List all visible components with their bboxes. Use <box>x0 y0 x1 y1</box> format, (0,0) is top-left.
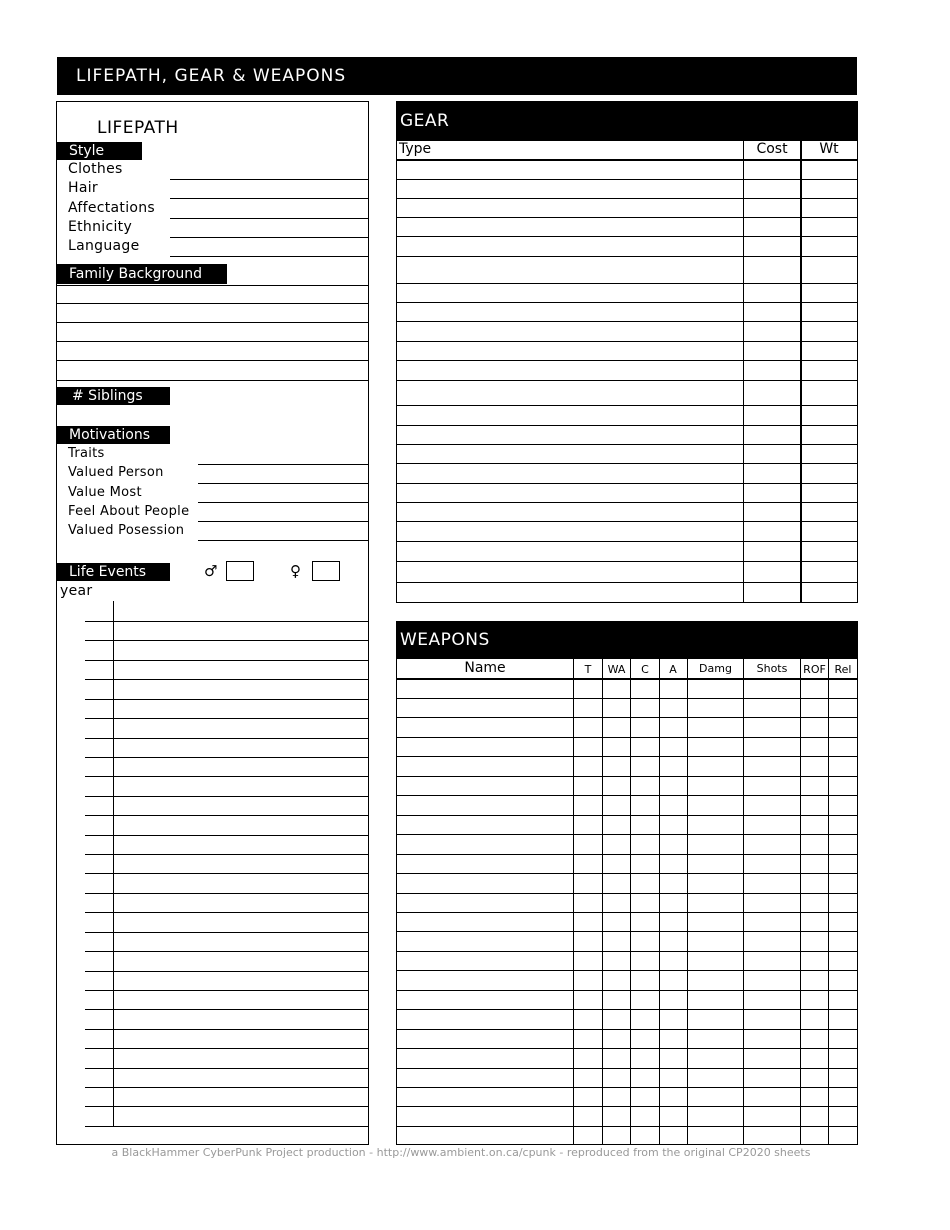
weapons-row-line <box>396 815 858 816</box>
family-line[interactable] <box>57 341 368 342</box>
weapons-row-line <box>396 1126 858 1127</box>
gear-col-cost: Cost <box>756 141 788 157</box>
life-events-header: Life Events <box>57 563 170 581</box>
family-background-header: Family Background <box>57 264 227 284</box>
gear-row-line <box>396 502 858 503</box>
gear-title: GEAR <box>400 111 450 131</box>
page-title: LIFEPATH, GEAR & WEAPONS <box>76 66 347 86</box>
gear-row-line <box>396 360 858 361</box>
family-line[interactable] <box>57 285 368 286</box>
life-event-row-line <box>85 738 368 739</box>
life-event-row-line <box>85 679 368 680</box>
family-line[interactable] <box>57 380 368 381</box>
weapons-col-rel: Rel <box>834 663 852 676</box>
gear-header <box>396 101 858 141</box>
motivation-field-traits: Traits <box>68 446 105 461</box>
weapons-row-line <box>396 795 858 796</box>
life-event-row-line <box>85 796 368 797</box>
life-event-row-line <box>85 912 368 913</box>
style-input-line[interactable] <box>170 179 368 180</box>
weapons-row-line <box>396 1048 858 1049</box>
gear-row-line <box>396 521 858 522</box>
motivation-field-valued-posession: Valued Posession <box>68 523 185 538</box>
gear-row-line <box>396 283 858 284</box>
footer-credit: a BlackHammer CyberPunk Project production - http://www.ambient.on.ca/cpunk - reproduced from the original CP2020 sheets <box>111 1146 811 1159</box>
page-banner <box>57 57 857 95</box>
weapons-col-shots: Shots <box>756 662 788 675</box>
life-event-row-line <box>85 1106 368 1107</box>
style-input-line[interactable] <box>170 237 368 238</box>
gear-row-line <box>396 380 858 381</box>
motivation-input-line[interactable] <box>198 540 368 541</box>
weapons-header-rule <box>396 678 858 680</box>
motivation-input-line[interactable] <box>198 483 368 484</box>
life-event-row-line <box>85 1009 368 1010</box>
gear-row-line <box>396 483 858 484</box>
style-field-ethnicity: Ethnicity <box>68 219 133 235</box>
life-event-row-line <box>85 1048 368 1049</box>
weapons-row-line <box>396 1068 858 1069</box>
weapons-col-divider <box>659 659 660 1145</box>
weapons-row-line <box>396 717 858 718</box>
style-field-hair: Hair <box>68 180 98 196</box>
gear-row-line <box>396 463 858 464</box>
life-event-row-line <box>85 951 368 952</box>
weapons-col-divider <box>687 659 688 1145</box>
siblings-header: # Siblings <box>57 387 170 405</box>
weapons-row-line <box>396 931 858 932</box>
gear-col-type: Type <box>399 141 432 157</box>
weapons-row-line <box>396 854 858 855</box>
gear-col-wt: Wt <box>819 141 839 157</box>
weapons-col-damg: Damg <box>699 662 732 675</box>
gear-panel <box>396 101 858 603</box>
weapons-col-t: T <box>584 663 592 676</box>
life-event-row-line <box>85 893 368 894</box>
life-event-row-line <box>85 640 368 641</box>
motivation-field-value-most: Value Most <box>68 485 142 500</box>
gear-col-divider <box>800 141 802 603</box>
motivations-header: Motivations <box>57 426 170 444</box>
weapons-row-line <box>396 1029 858 1030</box>
weapons-row-line <box>396 951 858 952</box>
life-event-row-line <box>85 757 368 758</box>
weapons-row-line <box>396 873 858 874</box>
gear-row-line <box>396 582 858 583</box>
year-column-label: year <box>60 583 93 599</box>
gear-row-line <box>396 541 858 542</box>
weapons-col-divider <box>743 659 744 1145</box>
gear-row-line <box>396 341 858 342</box>
weapons-col-divider <box>828 659 829 1145</box>
gear-header-rule <box>396 159 858 161</box>
life-event-row-line <box>85 854 368 855</box>
gear-row-line <box>396 236 858 237</box>
motivation-field-valued-person: Valued Person <box>68 465 164 480</box>
weapons-row-line <box>396 756 858 757</box>
weapons-row-line <box>396 834 858 835</box>
male-symbol-icon: ♂ <box>204 562 218 580</box>
life-event-row-line <box>85 660 368 661</box>
female-symbol-icon: ♀ <box>290 562 301 580</box>
gear-row-line <box>396 405 858 406</box>
family-line[interactable] <box>57 360 368 361</box>
weapons-header <box>396 621 858 659</box>
style-header: Style <box>57 142 142 160</box>
weapons-col-divider <box>630 659 631 1145</box>
style-input-line[interactable] <box>170 198 368 199</box>
style-field-affectations: Affectations <box>68 200 156 216</box>
style-field-clothes: Clothes <box>68 161 123 177</box>
life-event-row-line <box>85 932 368 933</box>
life-event-row-line <box>85 971 368 972</box>
weapons-col-wa: WA <box>607 663 626 676</box>
gear-row-line <box>396 302 858 303</box>
life-event-row-line <box>85 1126 368 1127</box>
motivation-input-line[interactable] <box>198 502 368 503</box>
female-count-box[interactable] <box>312 561 340 581</box>
life-event-row-line <box>85 835 368 836</box>
life-event-row-line <box>85 873 368 874</box>
family-line[interactable] <box>57 322 368 323</box>
weapons-col-divider <box>602 659 603 1145</box>
gear-row-line <box>396 198 858 199</box>
weapons-row-line <box>396 776 858 777</box>
lifepath-title: LIFEPATH <box>97 118 179 138</box>
motivation-field-feel-about-people: Feel About People <box>68 504 190 519</box>
weapons-row-line <box>396 912 858 913</box>
gear-row-line <box>396 444 858 445</box>
weapons-col-rof: ROF <box>803 663 826 676</box>
gear-col-divider <box>743 141 744 603</box>
motivation-input-line[interactable] <box>198 521 368 522</box>
motivation-input-line[interactable] <box>198 464 368 465</box>
gear-row-line <box>396 321 858 322</box>
weapons-col-c: C <box>641 663 649 676</box>
weapons-row-line <box>396 893 858 894</box>
weapons-row-line <box>396 1106 858 1107</box>
life-event-row-line <box>85 718 368 719</box>
gear-row-line <box>396 179 858 180</box>
weapons-col-divider <box>573 659 574 1145</box>
life-event-row-line <box>85 1029 368 1030</box>
gear-row-line <box>396 217 858 218</box>
weapons-row-line <box>396 698 858 699</box>
life-event-row-line <box>85 990 368 991</box>
life-event-row-line <box>85 621 368 622</box>
weapons-row-line <box>396 1087 858 1088</box>
life-event-row-line <box>85 776 368 777</box>
family-line[interactable] <box>57 303 368 304</box>
weapons-col-divider <box>800 659 801 1145</box>
style-input-line[interactable] <box>170 256 368 257</box>
weapons-col-name: Name <box>464 660 506 676</box>
style-field-language: Language <box>68 238 140 254</box>
life-event-row-line <box>85 699 368 700</box>
life-event-row-line <box>85 1068 368 1069</box>
life-event-row-line <box>85 815 368 816</box>
style-input-line[interactable] <box>170 218 368 219</box>
gear-row-line <box>396 561 858 562</box>
weapons-row-line <box>396 737 858 738</box>
lifepath-panel <box>56 101 369 1145</box>
life-event-row-line <box>85 1087 368 1088</box>
weapons-row-line <box>396 990 858 991</box>
weapons-title: WEAPONS <box>400 630 490 650</box>
weapons-row-line <box>396 970 858 971</box>
weapons-panel <box>396 621 858 1145</box>
gear-row-line <box>396 425 858 426</box>
gear-row-line <box>396 256 858 257</box>
male-count-box[interactable] <box>226 561 254 581</box>
weapons-col-a: A <box>669 663 677 676</box>
weapons-row-line <box>396 1009 858 1010</box>
